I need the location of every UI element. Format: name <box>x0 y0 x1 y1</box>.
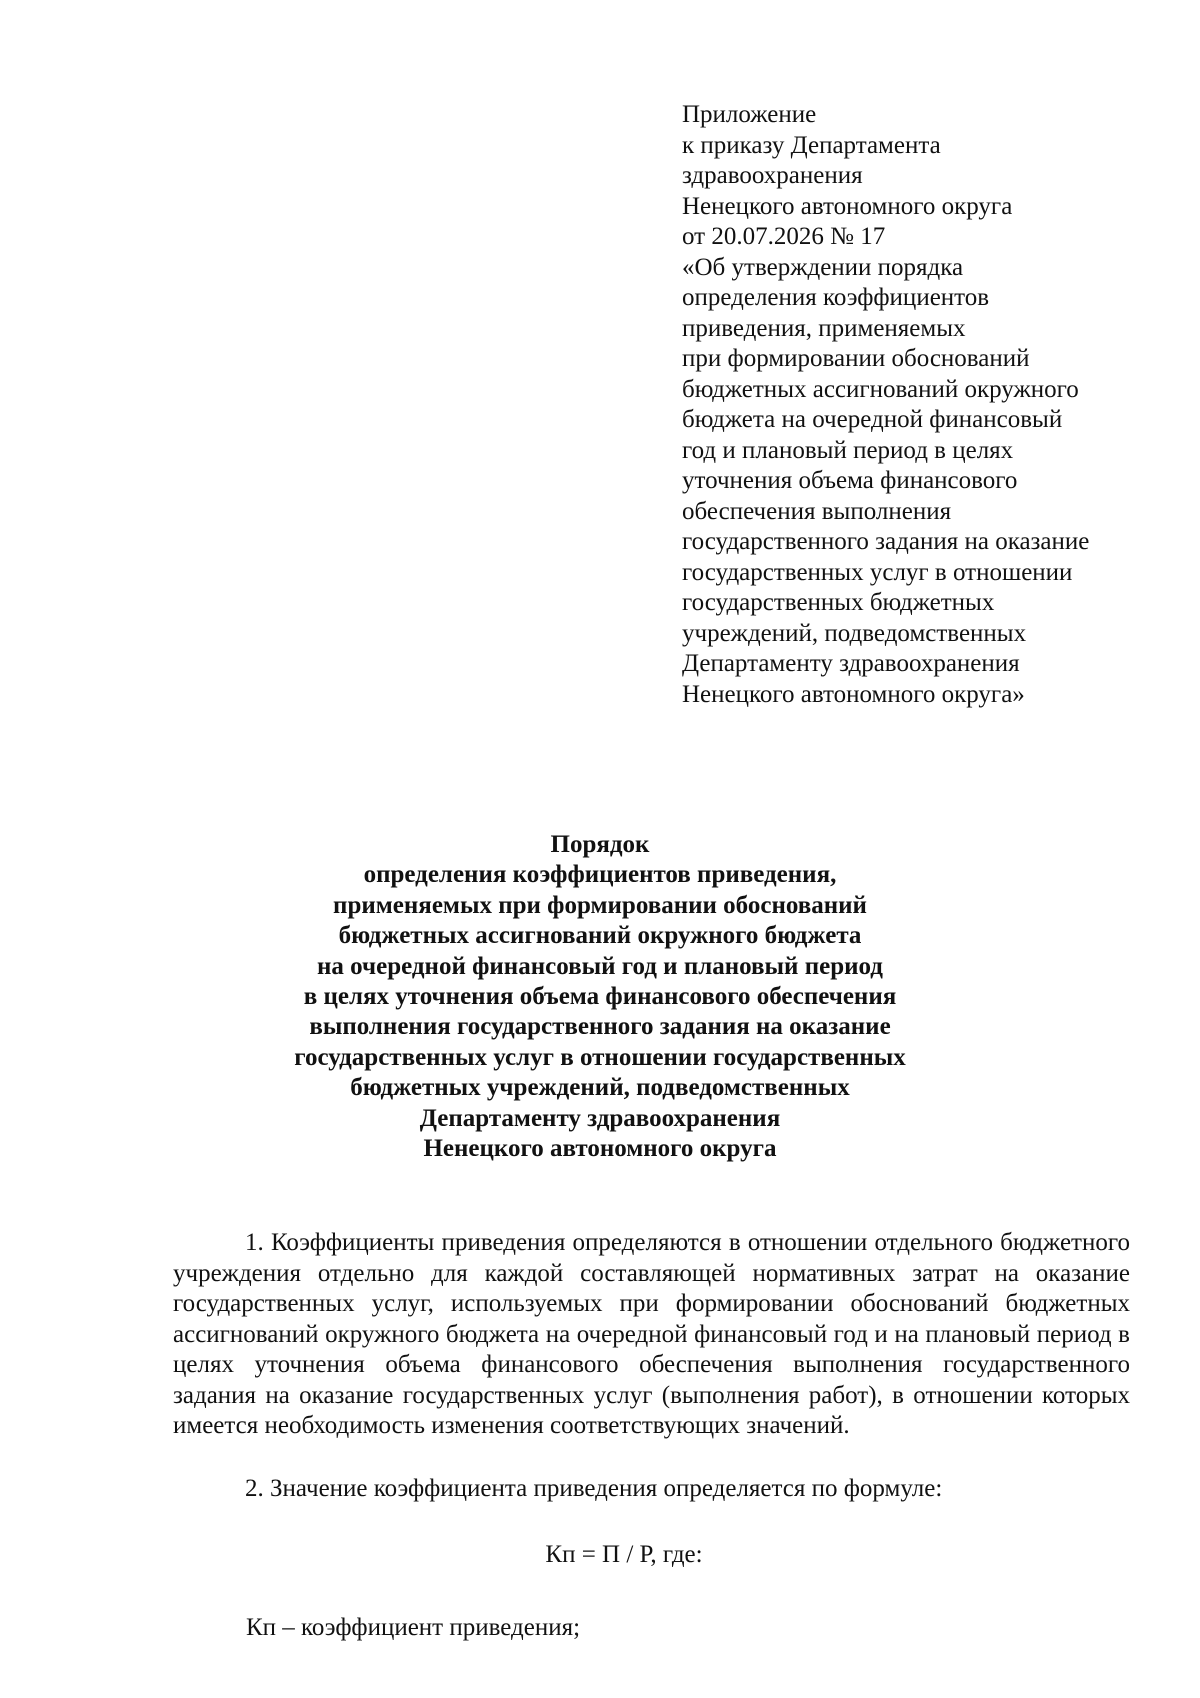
appendix-line: государственного задания на оказание <box>682 528 1090 555</box>
appendix-line: приведения, применяемых <box>682 314 966 342</box>
appendix-line: обеспечения выполнения <box>682 497 952 525</box>
title-line: бюджетных учреждений, подведомственных <box>350 1074 850 1102</box>
definition-kp: Кп – коэффициент приведения; <box>246 1614 581 1641</box>
title-line: Ненецкого автономного округа <box>423 1135 777 1163</box>
paragraph-2: 2. Значение коэффициента приведения определяется по формуле: <box>245 1475 943 1502</box>
title-line: Департаменту здравоохранения <box>419 1104 781 1132</box>
appendix-line: бюджетных ассигнований окружного <box>682 375 1079 403</box>
appendix-line: здравоохранения <box>682 162 863 189</box>
appendix-line: Приложение <box>682 101 817 128</box>
appendix-header <box>682 100 1152 710</box>
paragraph-1: 1. Коэффициенты приведения определяются в отношении отдельного бюджетного учреждения отдельно для каждой составляющей нормативных затрат на оказание государственных услуг, используемых при формировании обоснований бюджетных ассигнований окружного бюджета на очередной финансовый год и на плановый период в целях уточнения объема финансового обеспечения выполнения государственного задания на оказание государственных услуг (выполнения работ), в отношении которых имеется необходимость изменения соответствующих значений. <box>173 1229 1130 1439</box>
title-line: выполнения государственного задания на оказание <box>309 1013 891 1041</box>
appendix-line: государственных услуг в отношении <box>682 558 1073 586</box>
appendix-line: к приказу Департамента <box>682 131 941 159</box>
appendix-line: «Об утверждении порядка <box>682 253 964 281</box>
formula: Кп = П / Р, где: <box>545 1541 703 1568</box>
appendix-line: Ненецкого автономного округа» <box>682 680 1025 708</box>
appendix-line: определения коэффициентов <box>682 284 990 311</box>
title-line: бюджетных ассигнований окружного бюджета <box>338 922 862 950</box>
appendix-line: год и плановый период в целях <box>682 436 1014 464</box>
title-line: на очередной финансовый год и плановый период <box>317 952 883 980</box>
appendix-line: уточнения объема финансового <box>682 467 1018 494</box>
title-line: в целях уточнения объема финансового обеспечения <box>303 983 897 1011</box>
title-line: Порядок <box>550 831 650 858</box>
appendix-line: учреждений, подведомственных <box>682 619 1027 647</box>
document-title <box>100 830 1100 1164</box>
title-line: государственных услуг в отношении государственных <box>294 1043 906 1071</box>
appendix-line: бюджета на очередной финансовый <box>682 406 1063 433</box>
appendix-line: государственных бюджетных <box>682 589 995 616</box>
title-line: применяемых при формировании обоснований <box>333 891 867 919</box>
title-line: определения коэффициентов приведения, <box>363 861 837 889</box>
appendix-line: от 20.07.2026 № 17 <box>682 223 886 250</box>
appendix-line: Департаменту здравоохранения <box>682 650 1020 677</box>
appendix-line: при формировании обоснований <box>682 345 1030 372</box>
appendix-line: Ненецкого автономного округа <box>682 192 1013 220</box>
